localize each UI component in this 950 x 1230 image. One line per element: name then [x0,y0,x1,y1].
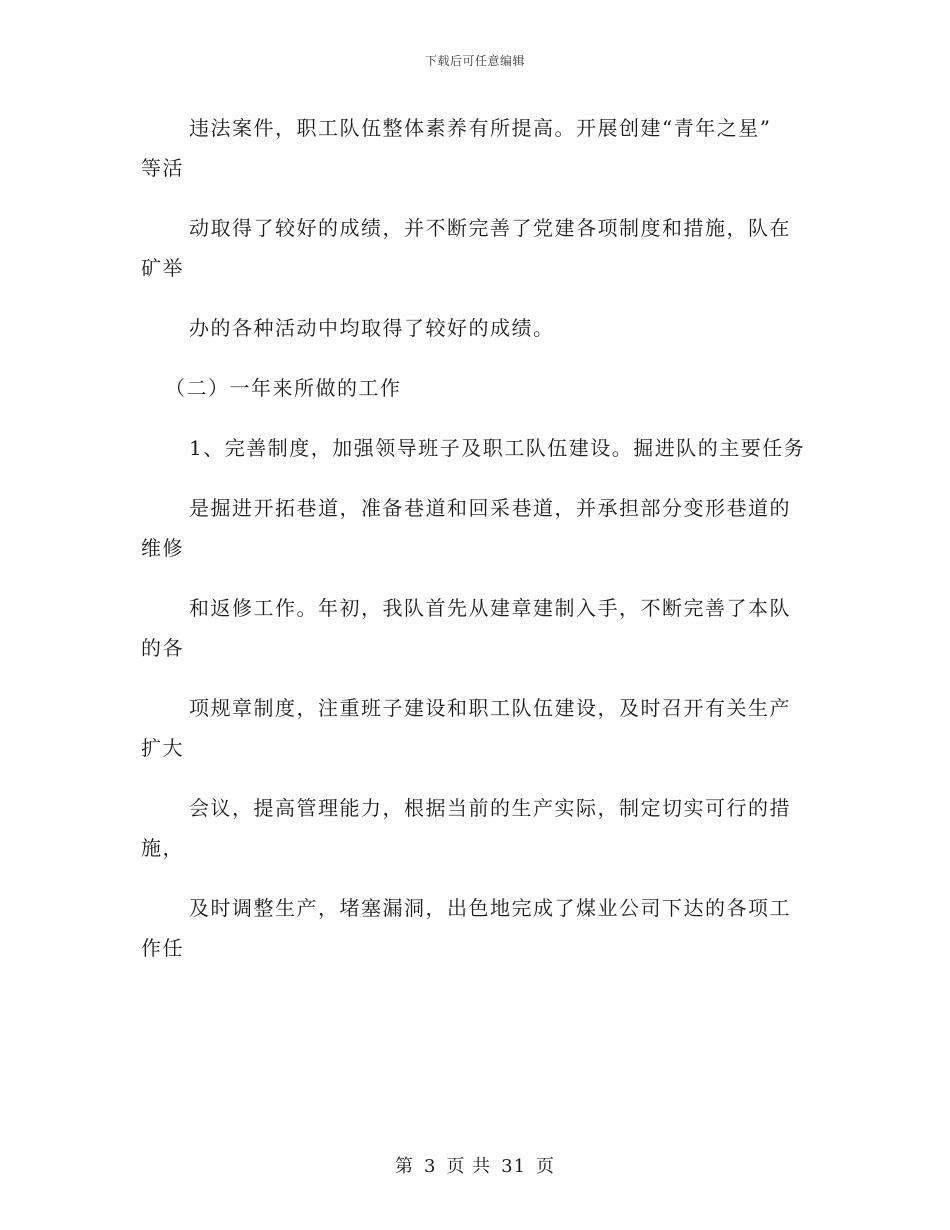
paragraph-10 [141,888,821,968]
section-heading-text: （二）一年来所做的工作 [165,376,402,400]
paragraph-line: 违法案件，职工队伍整体素养有所提高。开展创建“青年之星” [189,116,772,140]
paragraph-8 [141,688,821,768]
paragraph-line: 和返修工作。年初，我队首先从建章建制入手，不断完善了本队 [189,596,791,620]
paragraph-line: 施， [141,836,184,860]
paragraph-2 [141,208,821,288]
paragraph-line: 等活 [141,156,184,180]
footer-suffix: 页 [536,1156,556,1177]
paragraph-line: 的各 [141,636,184,660]
paragraph-line: 动取得了较好的成绩，并不断完善了党建各项制度和措施，队在 [189,216,791,240]
numbered-item-1 [141,428,821,468]
paragraph-line: 维修 [141,536,184,560]
paragraph-6 [141,488,821,568]
footer-prefix: 第 [394,1156,414,1177]
paragraph-line: 是掘进开拓巷道，准备巷道和回采巷道，并承担部分变形巷道的 [189,496,791,520]
page-header: 下载后可任意编辑 [424,54,525,68]
paragraph-line: 办的各种活动中均取得了较好的成绩。 [189,316,555,340]
total-page-count: 31 [501,1156,527,1177]
paragraph-7 [141,588,821,668]
current-page-number: 3 [423,1156,437,1177]
paragraph-line: 及时调整生产，堵塞漏洞，出色地完成了煤业公司下达的各项工 [189,896,791,920]
paragraph-line: 项规章制度，注重班子建设和职工队伍建设，及时召开有关生产 [189,696,791,720]
footer-middle: 页 共 [446,1156,492,1177]
paragraph-1 [141,108,821,188]
page-number-footer [0,1152,950,1178]
paragraph-line: 作任 [141,936,184,960]
paragraph-line: 1、完善制度，加强领导班子及职工队伍建设。掘进队的主要任务 [189,436,806,460]
paragraph-9 [141,788,821,868]
paragraph-line: 扩大 [141,736,184,760]
document-body [141,108,821,988]
section-heading [141,368,821,408]
paragraph-line: 矿举 [141,256,184,280]
paragraph-3 [141,308,821,348]
paragraph-line: 会议，提高管理能力，根据当前的生产实际，制定切实可行的措 [189,796,791,820]
